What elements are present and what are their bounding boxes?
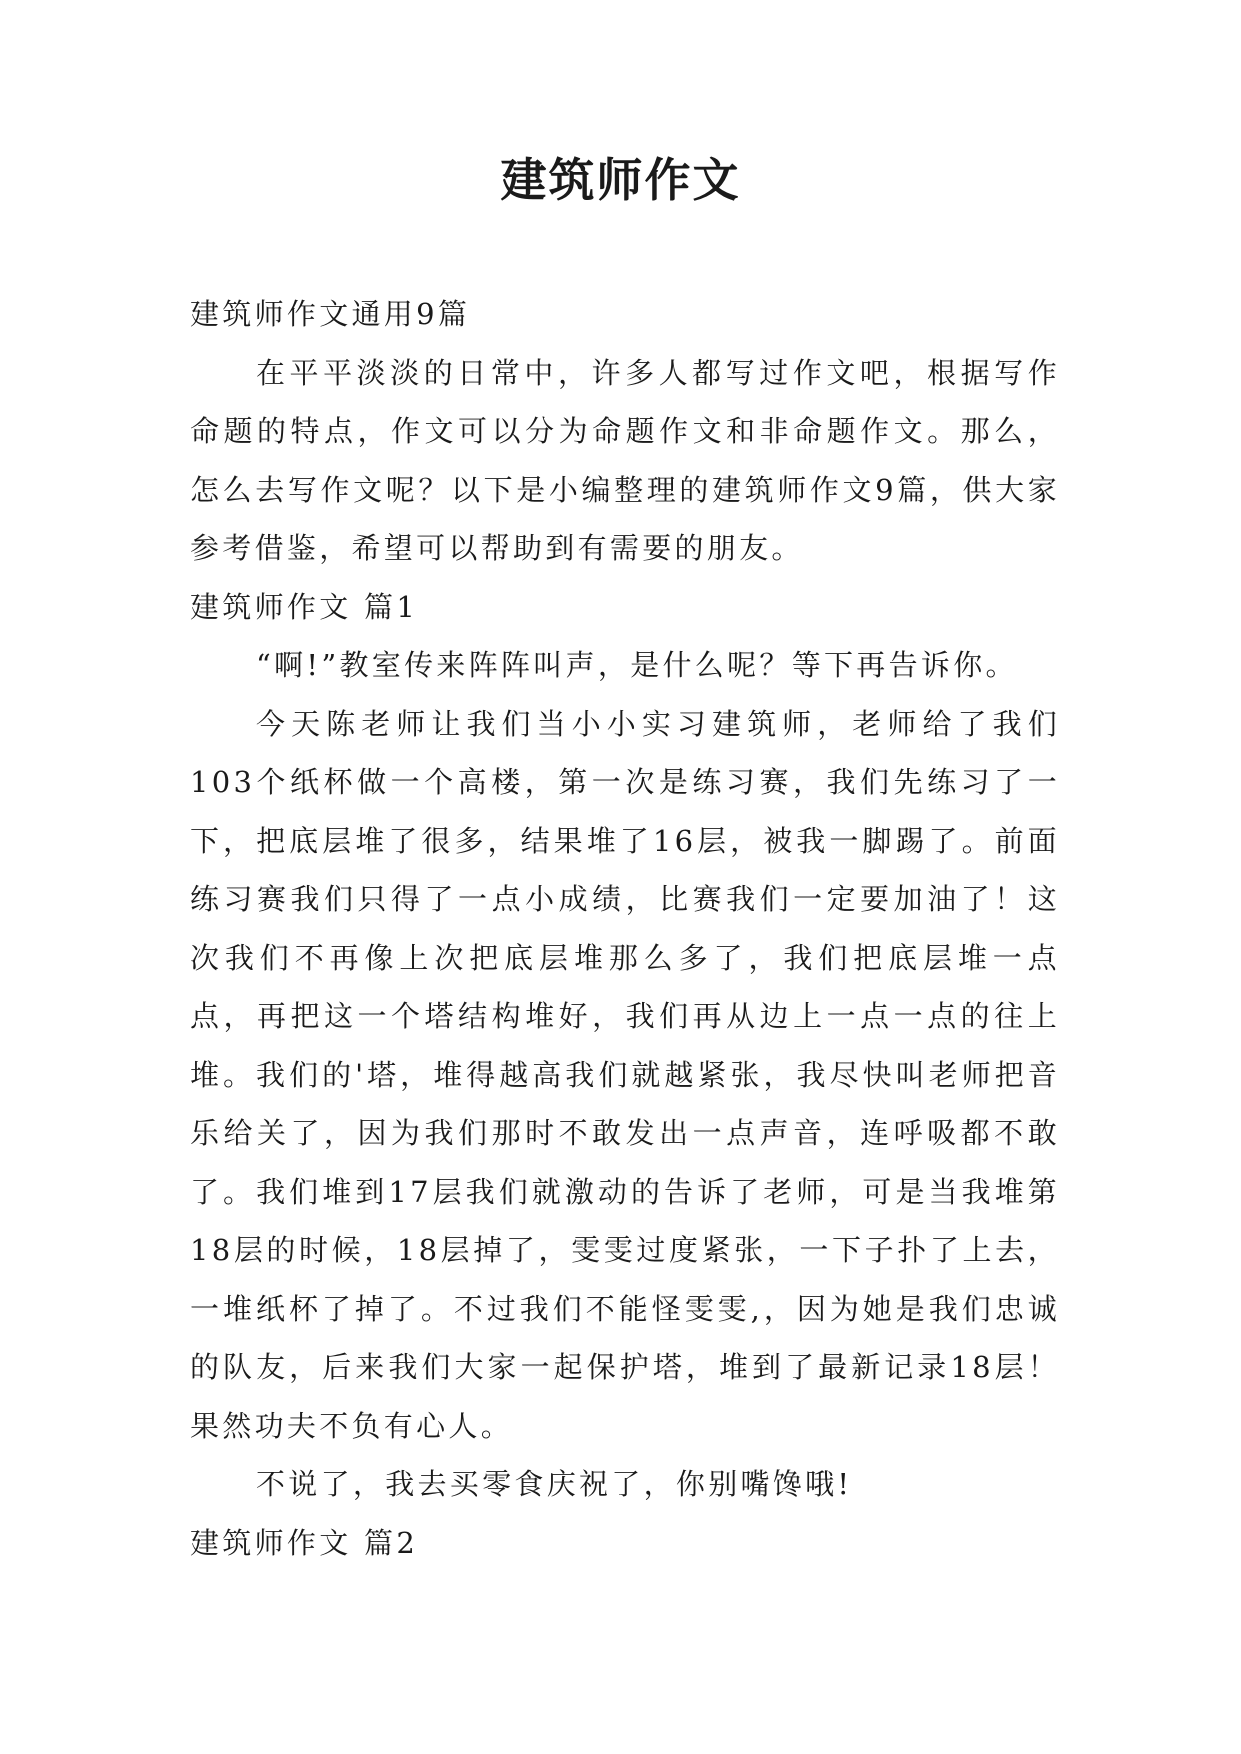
section-1-paragraph-2: 今天陈老师让我们当小小实习建筑师，老师给了我们103个纸杯做一个高楼，第一次是练习赛，我们先练习了一下，把底层堆了很多，结果堆了16层，被我一脚踢了。前面练习赛我们只得了一点小成绩，比赛我们一定要加油了！这次我们不再像上次把底层堆那么多了，我们把底层堆一点点，再把这一个塔结构堆好，我们再从边上一点一点的往上堆。我们的'塔，堆得越高我们就越紧张，我尽快叫老师把音乐给关了，因为我们那时不敢发出一点声音，连呼吸都不敢了。我们堆到17层我们就激动的告诉了老师，可是当我堆第18层的时候，18层掉了，雯雯过度紧张，一下子扑了上去，一堆纸杯了掉了。不过我们不能怪雯雯,，因为她是我们忠诚的队友，后来我们大家一起保护塔，堆到了最新记录18层！果然功夫不负有心人。: [190, 706, 1060, 1443]
section-heading-2: 建筑师作文 篇2: [190, 1525, 419, 1560]
section-heading-1: 建筑师作文 篇1: [190, 589, 419, 624]
document-title: 建筑师作文: [500, 153, 741, 207]
document-subtitle: 建筑师作文通用9篇: [190, 297, 471, 331]
intro-paragraph: 在平平淡淡的日常中，许多人都写过作文吧，根据写作命题的特点，作文可以分为命题作文和非命题作文。那么，怎么去写作文呢？以下是小编整理的建筑师作文9篇，供大家参考借鉴，希望可以帮助到有需要的朋友。: [190, 355, 1060, 565]
section-1-paragraph-1: “啊!”教室传来阵阵叫声，是什么呢？等下再告诉你。: [256, 648, 1018, 682]
section-1-paragraph-3: 不说了，我去买零食庆祝了，你别嘴馋哦!: [256, 1467, 853, 1501]
document-body: [190, 285, 1060, 1572]
